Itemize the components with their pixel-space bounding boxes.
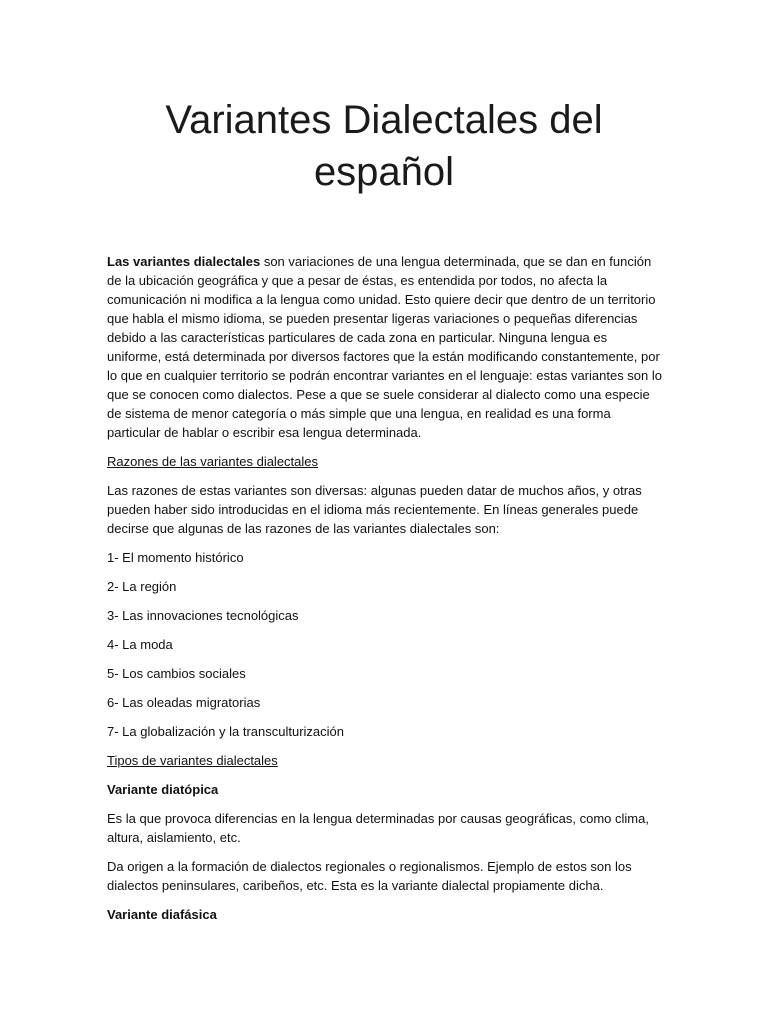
title-line-1: Variantes Dialectales del	[165, 98, 603, 142]
title-line-2: español	[313, 150, 455, 194]
subsection-heading-diatopica: Variante diatópica	[107, 782, 219, 797]
diatopica-paragraph-1: Es la que provoca diferencias en la lengua determinadas por causas geográficas, como clima, altura, aislamiento, etc.	[107, 811, 649, 845]
document-body	[107, 252, 663, 934]
list-item: 5- Los cambios sociales	[107, 666, 246, 681]
list-item: 1- El momento histórico	[107, 550, 244, 565]
razones-paragraph: Las razones de estas variantes son diversas: algunas pueden datar de muchos años, y otras pueden haber sido introducidas en el idioma más recientemente. En líneas generales puede decirse que algunas de las razones de las variantes dialectales son:	[107, 483, 642, 536]
subsection-heading-diafasica: Variante diafásica	[107, 907, 217, 922]
section-heading-razones: Razones de las variantes dialectales	[107, 454, 319, 469]
list-item: 7- La globalización y la transculturización	[107, 724, 345, 739]
list-item: 6- Las oleadas migratorias	[107, 695, 261, 710]
document-title	[100, 94, 668, 198]
intro-bold-term: Las variantes dialectales	[107, 254, 261, 269]
intro-paragraph	[107, 252, 663, 442]
section-heading-tipos: Tipos de variantes dialectales	[107, 753, 278, 768]
list-item: 2- La región	[107, 579, 177, 594]
list-item: 4- La moda	[107, 637, 173, 652]
list-item: 3- Las innovaciones tecnológicas	[107, 608, 299, 623]
diatopica-paragraph-2: Da origen a la formación de dialectos regionales o regionalismos. Ejemplo de estos son los dialectos peninsulares, caribeños, etc. Esta es la variante dialectal propiamente dicha.	[107, 859, 632, 893]
intro-text: son variaciones de una lengua determinada, que se dan en función de la ubicación geográfica y que a pesar de éstas, es entendida por todos, no afecta la comunicación ni modifica a la lengua como unidad. Esto quiere decir que dentro de un territorio que habla el mismo idioma, se pueden presentar ligeras variaciones o pequeñas diferencias debido a las características particulares de cada zona en particular. Ninguna lengua es uniforme, está determinada por diversos factores que la están modificando constantemente, por lo que en cualquier territorio se podrán encontrar variantes en el lenguaje: estas variantes son lo que se conocen como dialectos. Pese a que se suele considerar al dialecto como una especie de sistema de menor categoría o más simple que una lengua, en realidad es una forma particular de hablar o escribir esa lengua determinada.	[107, 254, 663, 440]
